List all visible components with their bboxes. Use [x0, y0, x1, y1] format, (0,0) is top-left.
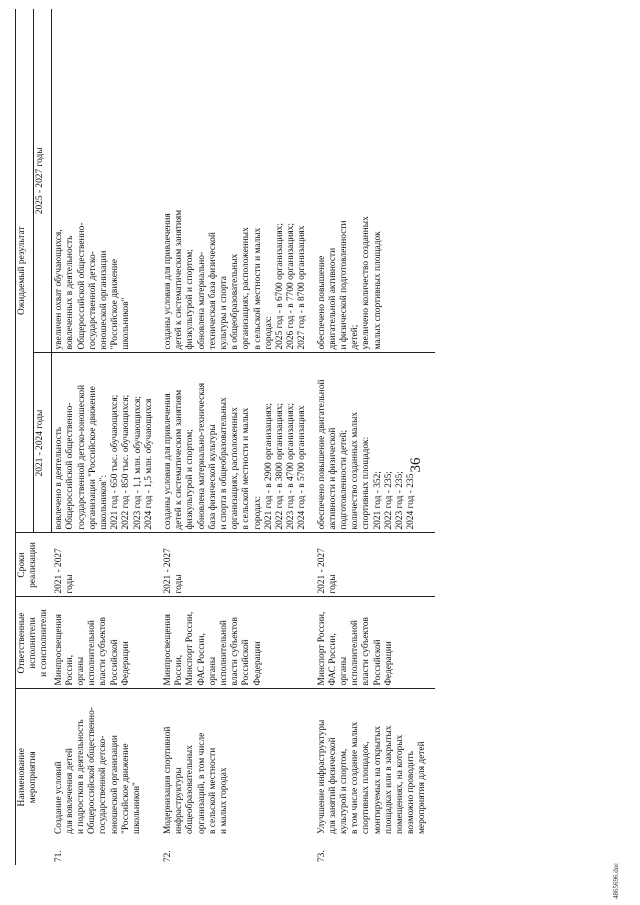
result-2021-2024-line: организации "Российское движение — [87, 386, 98, 530]
responsible-line: власти субъектов — [230, 617, 241, 686]
measure-name-line: площадках или в закрытых — [383, 725, 394, 834]
result-2021-2024-line: 2024 год - в 5700 организациях — [297, 405, 308, 530]
implementation-term: 2021 - 2027 годы — [52, 533, 161, 597]
measure-name-line: юношеской организации — [109, 735, 120, 834]
measure-name-line: Модернизация спортивной — [162, 726, 173, 834]
measure-name-line: возможно проводить — [406, 751, 417, 834]
result-2021-2024 — [52, 353, 161, 533]
result-2021-2024-line: государственной детско-юношеской — [76, 384, 87, 530]
result-2025-2027-line: двигательной активности — [327, 247, 338, 350]
result-2021-2024-line: 2023 год - 235; — [395, 471, 405, 530]
responsible-line: Федерации — [383, 641, 394, 686]
measure-name-line: и подростков в деятельность — [76, 719, 87, 834]
measure-name-line: школьников" — [132, 782, 143, 834]
result-2021-2024-line: в сельской местности и малых — [241, 407, 252, 530]
row-number: 71. — [53, 850, 64, 862]
result-2021-2024-line: 2021 год - 352; — [372, 471, 383, 530]
result-2025-2027-line: городах: — [263, 315, 274, 350]
result-2021-2024-line: 2022 год - 850 тыс. обучающихся; — [121, 394, 132, 530]
result-2025-2027-line: "Российское движение — [110, 258, 121, 350]
table-row — [315, 9, 435, 865]
responsible-line: исполнительной — [350, 620, 361, 686]
implementation-term: 2021 - 2027 годы — [161, 533, 315, 597]
result-2021-2024-line: вовлечено в деятельность — [54, 426, 65, 530]
measure-name-line: организаций, в том числе — [196, 732, 207, 834]
result-2021-2024-line: база физической культуры — [207, 424, 218, 530]
result-2025-2027 — [315, 9, 435, 353]
result-2025-2027 — [52, 9, 161, 353]
header-terms: Сроки реализации — [16, 533, 52, 597]
responsible-line: Российской — [109, 639, 120, 686]
table-header — [16, 9, 52, 865]
responsible-line: Российской — [372, 639, 383, 686]
measure-name-line: для занятий физической — [327, 737, 338, 834]
responsible-line: исполнительной — [87, 620, 98, 686]
result-2025-2027-line: организациях, расположенных — [241, 227, 252, 350]
result-2025-2027-line: обеспечено повышение — [316, 255, 327, 350]
result-2025-2027-line: 2026 год - в 7700 организациях; — [286, 223, 297, 350]
result-2025-2027-line: 2027 год - в 8700 организациях — [297, 225, 308, 350]
result-2021-2024-line: организациях, расположенных — [230, 407, 241, 530]
result-2021-2024-line: 2022 год - в 3800 организациях; — [274, 403, 285, 530]
result-2021-2024 — [315, 353, 435, 533]
result-2025-2027-line: техническая база физической — [207, 232, 218, 350]
result-2021-2024-line: 2021 год - в 2900 организациях; — [263, 403, 274, 530]
table-row — [52, 9, 161, 865]
measure-name — [315, 689, 435, 837]
measure-name-line: монтируемых на открытых — [372, 725, 383, 834]
responsible-line: исполнительной — [218, 620, 229, 686]
responsible-line: ФАС России, — [196, 633, 207, 686]
measure-name — [161, 689, 315, 837]
responsible-line: России, — [64, 654, 75, 686]
result-2025-2027-line: физкультурой и спортом; — [185, 249, 196, 350]
measure-name-line: мероприятия для детей — [417, 741, 428, 834]
measures-table — [15, 9, 435, 865]
header-result-2025-2027: 2025 - 2027 годы — [34, 9, 52, 353]
measure-name — [52, 689, 161, 837]
measure-name-line: спортивных площадок, — [361, 741, 372, 834]
result-2025-2027-line: обновлена материально- — [196, 251, 207, 350]
responsible-line: Минпросвещения — [162, 614, 173, 686]
header-name: Наименование мероприятия — [16, 689, 52, 865]
responsible-line: Российской — [241, 639, 252, 686]
result-2025-2027-line: Общероссийской общественно- — [76, 222, 87, 350]
responsible-line: органы — [76, 656, 87, 686]
responsible-line: власти субъектов — [361, 617, 372, 686]
result-2025-2027-line: увеличено количество созданных — [361, 216, 372, 350]
responsible-line: России, — [174, 654, 185, 686]
measure-name-line: "Российское движение — [120, 743, 131, 834]
responsible-line: Минпросвещения — [53, 614, 64, 686]
result-2021-2024-line: созданы условия для привлечения — [162, 393, 173, 530]
result-2021-2024-line: 2023 год - 1,1 млн. обучающихся; — [132, 396, 143, 530]
result-2021-2024-line: физкультурой и спортом; — [185, 429, 196, 530]
measure-name-line: Общероссийской общественно- — [87, 707, 98, 834]
responsible-line: ФАС России, — [327, 633, 338, 686]
responsible-executors — [161, 597, 315, 689]
responsible-executors — [52, 597, 161, 689]
footer-code: 4865696.doc — [612, 862, 620, 899]
result-2021-2024-line: городах: — [252, 495, 263, 530]
measure-name-line: инфраструктуры — [174, 767, 185, 834]
result-2025-2027-line: детей; — [350, 324, 361, 350]
measure-name-line: и малых городах — [218, 767, 229, 834]
result-2021-2024-line: 2024 год - 235 — [406, 473, 417, 530]
table-row — [161, 9, 315, 865]
measure-name-line: Создание условий — [53, 761, 64, 834]
result-2025-2027-line: детей к систематическим занятиям — [174, 209, 185, 350]
result-2025-2027-line: государственной детско- — [87, 251, 98, 350]
result-2021-2024-line: 2024 год - 1,5 млн. обучающихся — [143, 398, 154, 530]
result-2021-2024-line: количество созданных малых — [350, 411, 361, 530]
measure-name-line: государственной детско- — [98, 735, 109, 834]
header-result: Ожидаемый результат — [16, 9, 34, 533]
result-2025-2027-line: в сельской местности и малых — [252, 227, 263, 350]
responsible-line: власти субъектов — [98, 617, 109, 686]
result-2025-2027-line: школьников" — [121, 297, 132, 350]
result-2021-2024-line: и спорта в общеобразовательных — [218, 397, 229, 530]
measure-name-line: Улучшение инфраструктуры — [316, 719, 327, 834]
responsible-line: органы — [338, 656, 349, 686]
responsible-line: Минспорт России, — [185, 611, 196, 686]
responsible-line: органы — [207, 656, 218, 686]
result-2025-2027-line: культуры и спорта — [218, 276, 229, 350]
result-2021-2024-line: 2021 год - 650 тыс. обучающихся; — [110, 394, 121, 530]
result-2025-2027-line: 2025 год - в 6700 организациях; — [274, 223, 285, 350]
result-2021-2024-line: спортивных площадок: — [361, 436, 372, 530]
responsible-line: Федерации — [252, 641, 263, 686]
result-2025-2027 — [161, 9, 315, 353]
result-2025-2027-line: в общеобразовательных — [230, 253, 241, 350]
measure-name-line: для вовлечения детей — [64, 748, 75, 834]
result-2025-2027-line: малых спортивных площадок — [372, 231, 383, 350]
implementation-term: 2021 - 2027 годы — [315, 533, 435, 597]
result-2025-2027-line: увеличен охват обучающихся, — [54, 229, 65, 350]
result-2021-2024-line: школьников": — [98, 475, 109, 530]
header-result-2021-2024: 2021 - 2024 годы — [34, 353, 52, 533]
measure-name-line: в сельской местности — [207, 747, 218, 834]
result-2021-2024-line: детей к систематическим занятиям — [174, 389, 185, 530]
result-2021-2024 — [161, 353, 315, 533]
table-body — [52, 9, 435, 865]
measure-name-line: общеобразовательных — [185, 745, 196, 834]
result-2021-2024-line: 2023 год - в 4700 организациях; — [286, 403, 297, 530]
measure-name-line: в том числе создание малых — [350, 721, 361, 834]
responsible-line: Минспорт России, — [316, 611, 327, 686]
row-number: 73. — [316, 850, 327, 862]
result-2025-2027-line: вовлеченных в деятельность — [65, 235, 76, 350]
row-number: 72. — [162, 850, 173, 862]
result-2021-2024-line: активности и физической — [327, 427, 338, 530]
measure-name-line: помещениях, на которых — [395, 734, 405, 834]
result-2021-2024-line: Общероссийской общественно- — [65, 402, 76, 530]
result-2025-2027-line: созданы условия для привлечения — [162, 213, 173, 350]
measure-name-line: культурой и спортом, — [338, 748, 349, 834]
result-2021-2024-line: 2022 год - 235; — [383, 471, 394, 530]
result-2021-2024-line: обеспечено повышение двигательной — [316, 379, 327, 530]
responsible-executors — [315, 597, 435, 689]
result-2021-2024-line: обновлена материально-техническая — [196, 382, 207, 530]
result-2025-2027-line: юношеской организации — [98, 250, 109, 350]
responsible-line: Федерации — [120, 641, 131, 686]
result-2021-2024-line: подготовленности детей; — [338, 429, 349, 530]
page-number: 36 — [408, 457, 424, 473]
header-responsible: Ответственные исполнители и соисполнители — [16, 597, 52, 689]
result-2025-2027-line: и физической подготовленности — [338, 220, 349, 350]
